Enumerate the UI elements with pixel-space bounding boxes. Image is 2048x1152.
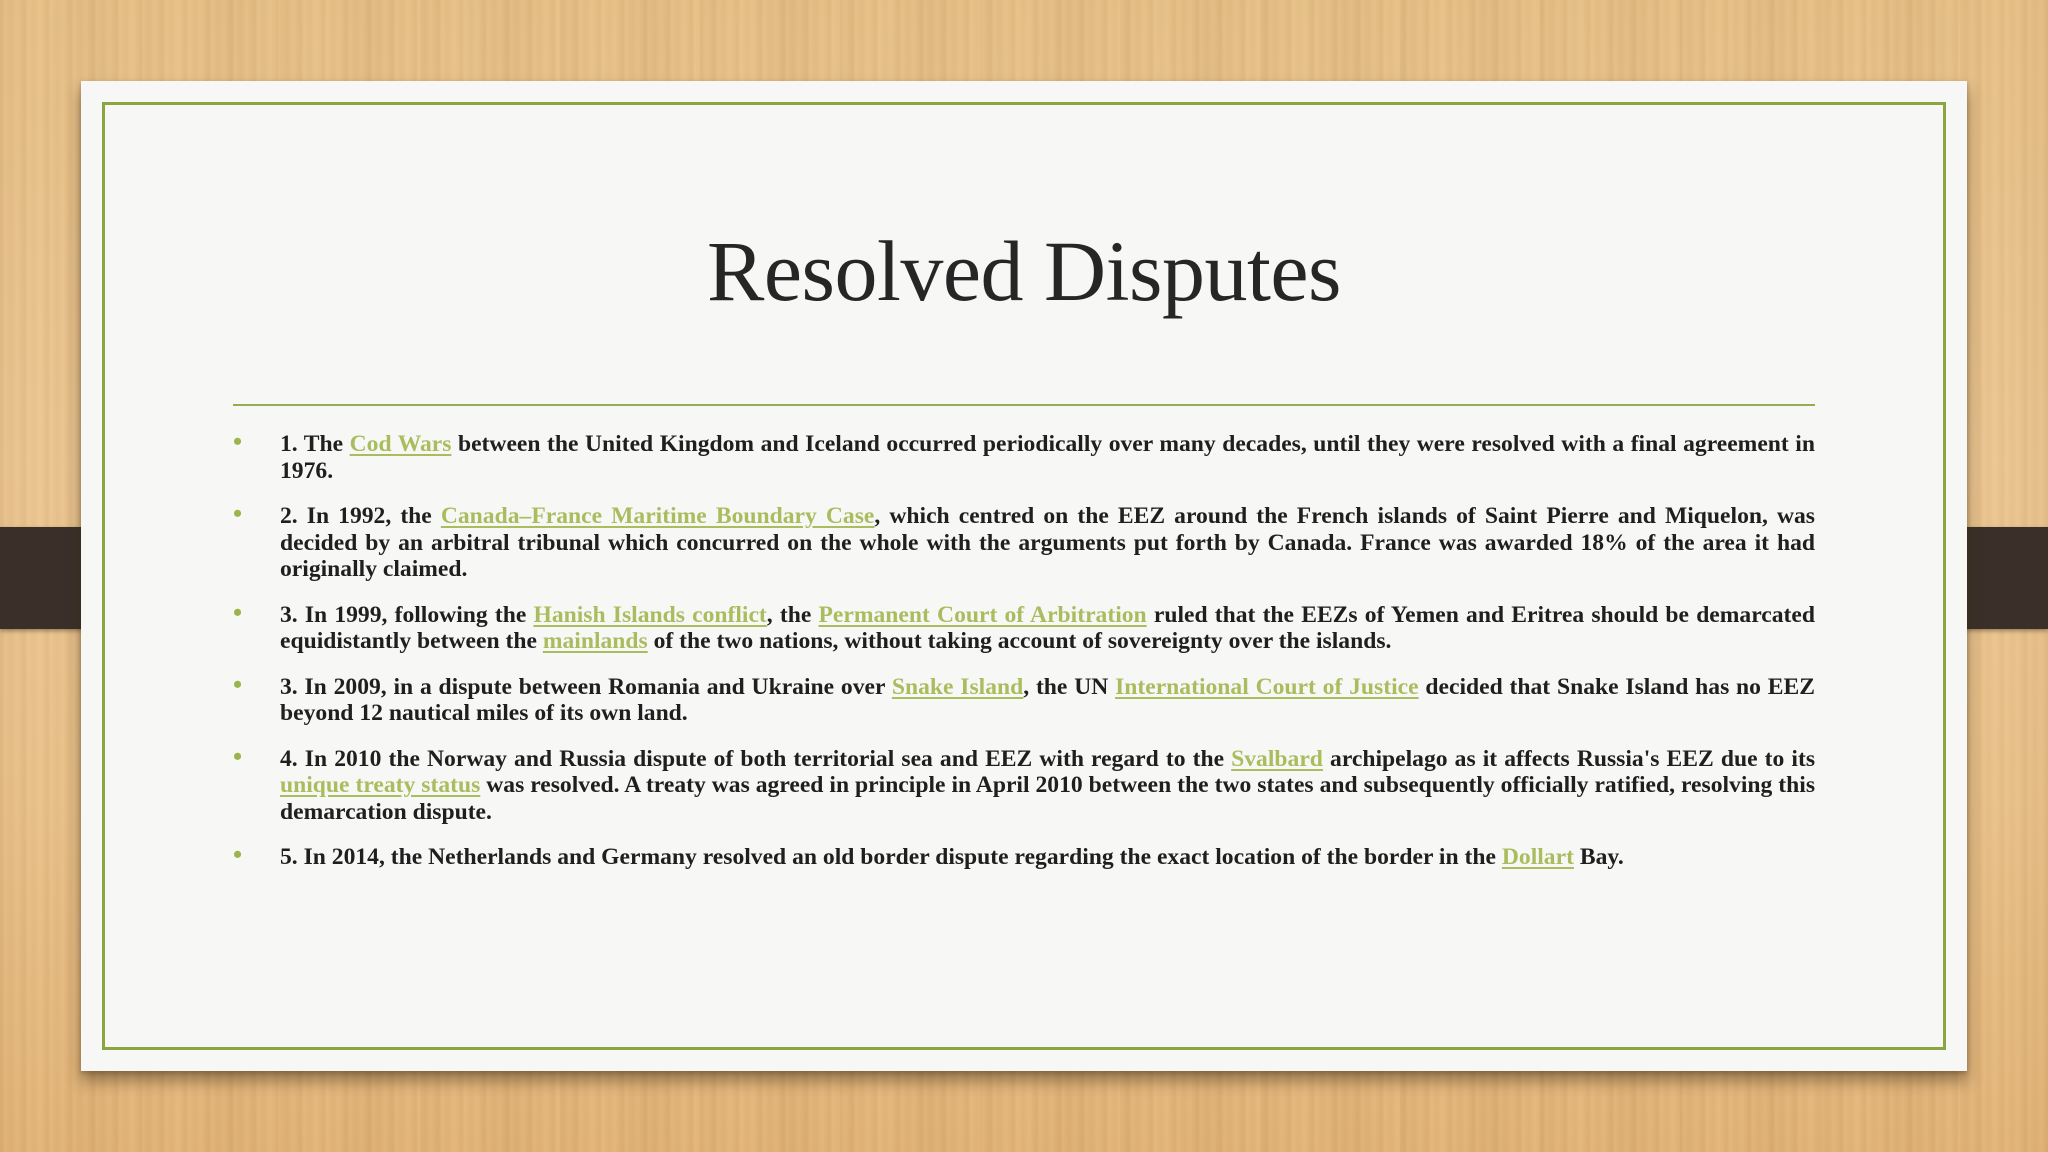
- bullet-text: 1. The: [280, 431, 350, 457]
- bullet-text: 4. In 2010 the Norway and Russia dispute of both territorial sea and EEZ with regard to the: [280, 745, 1232, 772]
- bullet-text: was resolved. A treaty was agreed in principle in April 2010 between the two states and subsequently officially ratified, resolving this demarcation dispute.: [280, 772, 1816, 825]
- bullet-text: , the UN: [1023, 673, 1116, 700]
- bullet-list: [233, 427, 1816, 890]
- bullet-text: 3. In 1999, following the: [280, 601, 534, 628]
- hyperlink[interactable]: Cod Wars: [349, 431, 452, 457]
- hyperlink[interactable]: Permanent Court of Arbitration: [818, 601, 1147, 628]
- hyperlink[interactable]: Dollart: [1501, 844, 1574, 870]
- bullet-item: [233, 427, 1815, 484]
- bullet-marker: •: [233, 840, 243, 869]
- bullet-marker: •: [233, 597, 243, 627]
- slide-title: Resolved Disputes: [706, 223, 1342, 319]
- title-divider: [233, 404, 1815, 406]
- bullet-text: 2. In 1992, the: [280, 503, 441, 529]
- bullet-text: Bay.: [1573, 844, 1624, 870]
- bullet-item: [233, 840, 1815, 871]
- bullet-item: [233, 499, 1815, 583]
- bullet-marker: •: [233, 499, 243, 528]
- bullet-item: [233, 597, 1815, 655]
- bullet-text: archipelago as it affects Russia's EEZ due to its: [1322, 745, 1815, 772]
- hyperlink[interactable]: mainlands: [542, 628, 648, 654]
- bullet-text: of the two nations, without taking account of sovereignty over the islands.: [647, 628, 1392, 654]
- bullet-text: decided that Snake Island has no EEZ beyond 12 nautical miles of its own land.: [280, 673, 1815, 726]
- hyperlink[interactable]: International Court of Justice: [1115, 673, 1419, 700]
- slide: [81, 81, 1967, 1071]
- bullet-item: [233, 741, 1816, 826]
- hyperlink[interactable]: Canada–France Maritime Boundary Case: [440, 503, 875, 529]
- bullet-text: , which centred on the EEZ around the French islands of Saint Pierre and Miquelon, was decided by an arbitral tribunal which concurred on the whole with the arguments put forth by Canada. France was awarded 18% of the area it had originally claimed.: [280, 503, 1815, 582]
- hyperlink[interactable]: Snake Island: [891, 673, 1024, 700]
- bullet-text: between the United Kingdom and Iceland occurred periodically over many decades, until they were resolved with a final agreement in 1976.: [280, 431, 1815, 484]
- bullet-marker: •: [233, 669, 243, 699]
- bullet-text: , the: [766, 601, 819, 628]
- bullet-text: 3. In 2009, in a dispute between Romania and Ukraine over: [280, 673, 892, 700]
- bullet-item: [233, 669, 1815, 727]
- bullet-text: 5. In 2014, the Netherlands and Germany resolved an old border dispute regarding the exact location of the border in the: [280, 844, 1502, 870]
- bullet-marker: •: [233, 741, 243, 771]
- hyperlink[interactable]: Svalbard: [1231, 745, 1323, 772]
- bullet-marker: •: [233, 427, 243, 456]
- bullet-text: ruled that the EEZs of Yemen and Eritrea should be demarcated equidistantly between the: [280, 601, 1815, 654]
- hyperlink[interactable]: Hanish Islands conflict: [533, 601, 767, 628]
- hyperlink[interactable]: unique treaty status: [280, 772, 481, 798]
